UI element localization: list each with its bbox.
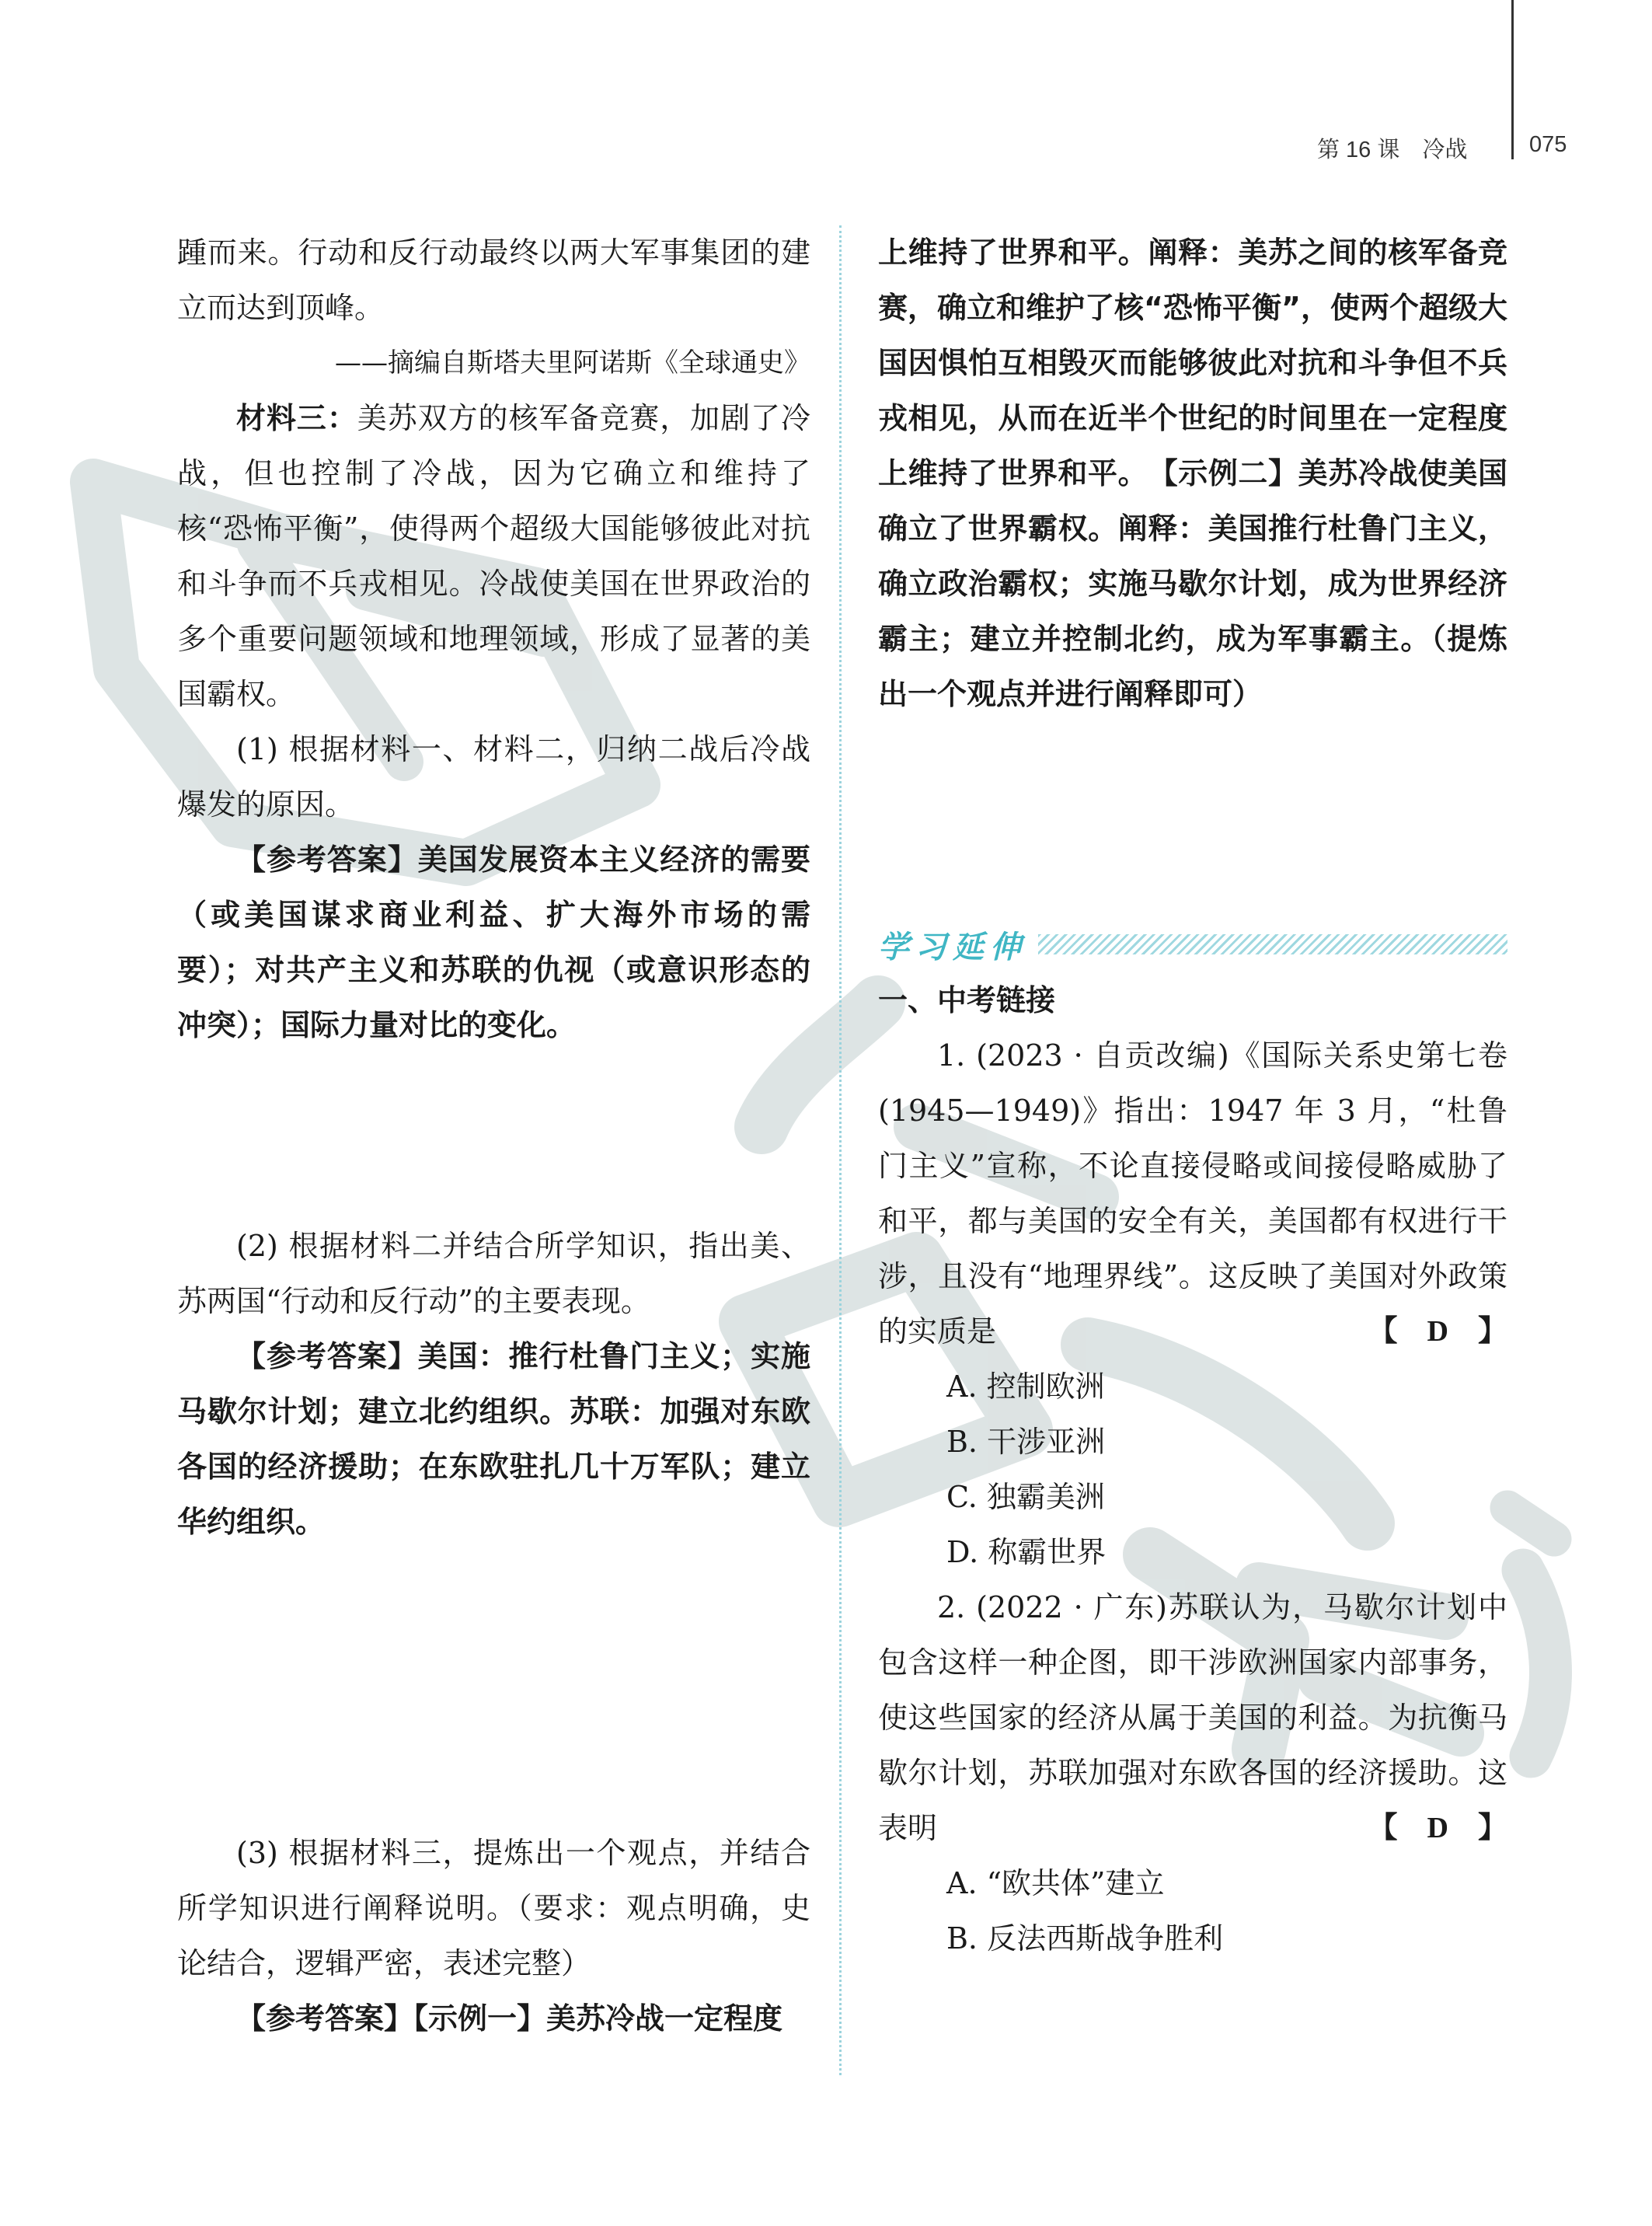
mcq-1-answer: 【 D 】 [1368, 1315, 1507, 1348]
mcq-1-option-b: B. 干涉亚洲 [946, 1425, 1106, 1459]
mcq-1-options [878, 1359, 1507, 1580]
answer-3-start: 【参考答案】【示例一】美苏冷战一定程度 [236, 2001, 783, 2036]
material3-label: 材料三： [236, 401, 357, 435]
question-1: (1) 根据材料一、材料二，归纳二战后冷战爆发的原因。 [177, 732, 810, 822]
left-column [177, 225, 810, 2046]
page-number: 075 [1529, 132, 1567, 157]
answer-1: 【参考答案】美国发展资本主义经济的需要（或美国谋求商业利益、扩大海外市场的需要）；对共产主义和苏联的仇视（或意识形态的冲突）；国际力量对比的变化。 [177, 843, 810, 1042]
mcq-1-option-c: C. 独霸美洲 [946, 1480, 1105, 1514]
subsection-title: 一、中考链接 [878, 983, 1056, 1017]
mcq-2-stem [878, 1580, 1507, 1856]
mcq-2-text: 2. (2022 · 广东)苏联认为，马歇尔计划中包含这样一种企图，即干涉欧洲国家内部事务，使这些国家的经济从属于美国的利益。为抗衡马歇尔计划，苏联加强对东欧各国的经济援助。这表明 [878, 1590, 1507, 1845]
mcq-2-options [878, 1856, 1507, 1966]
right-column [878, 225, 1507, 1966]
answer-2: 【参考答案】美国：推行杜鲁门主义；实施马歇尔计划；建立北约组织。苏联：加强对东欧各国的经济援助；在东欧驻扎几十万军队；建立华约组织。 [177, 1339, 810, 1539]
section-hatch-bar [1038, 934, 1507, 954]
question-2: (2) 根据材料二并结合所学知识，指出美、苏两国“行动和反行动”的主要表现。 [177, 1229, 810, 1318]
mcq-2-option-a: A. “欧共体”建立 [946, 1866, 1165, 1900]
header-rule [1511, 0, 1514, 159]
material3-text: 美苏双方的核军备竞赛，加剧了冷战，但也控制了冷战，因为它确立和维持了核“恐怖平衡”，使得两个超级大国能够彼此对抗和斗争而不兵戎相见。冷战使美国在世界政治的多个重要问题领域和地理领域，形成了显著的美国霸权。 [177, 401, 810, 711]
citation: ——摘编自斯塔夫里阿诺斯《全球通史》 [335, 347, 810, 379]
mcq-2-answer: 【 D 】 [1368, 1812, 1507, 1844]
question-3: (3) 根据材料三，提炼出一个观点，并结合所学知识进行阐释说明。（要求：观点明确，史论结合，逻辑严密，表述完整） [177, 1836, 810, 1980]
section-header [878, 920, 1507, 968]
running-header-lesson: 第 16 课 冷战 [1317, 138, 1468, 162]
mcq-1-option-d: D. 称霸世界 [946, 1535, 1107, 1569]
section-title: 学习延伸 [878, 929, 1027, 965]
answer-3-continued: 上维持了世界和平。阐释：美苏之间的核军备竞赛，确立和维护了核“恐怖平衡”，使两个超级大国因惧怕互相毁灭而能够彼此对抗和斗争但不兵戎相见，从而在近半个世纪的时间里在一定程度上维持了世界和平。 【示例二】美苏冷战使美国确立了世界霸权。阐释：美国推行杜鲁门主义，确立政治霸权；实施马歇尔计划，成为世界经济霸主；建立并控制北约，成为军事霸主。（提炼出一个观点并进行阐释即可） [878, 236, 1507, 711]
mcq-1-stem [878, 1028, 1507, 1359]
material2-tail: 踵而来。行动和反行动最终以两大军事集团的建立而达到顶峰。 [177, 236, 810, 325]
column-divider [839, 225, 848, 2075]
mcq-2-option-b: B. 反法西斯战争胜利 [946, 1921, 1224, 1956]
mcq-1-text: 1. (2023 · 自贡改编)《国际关系史第七卷(1945—1949)》指出：1947 年 3 月，“杜鲁门主义”宣称，不论直接侵略或间接侵略威胁了和平，都与美国的安全有关，美国都有权进行干涉，且没有“地理界线”。这反映了美国对外政策的实质是 [878, 1038, 1507, 1349]
mcq-1-option-a: A. 控制欧洲 [946, 1369, 1105, 1404]
material3-paragraph [177, 391, 810, 722]
